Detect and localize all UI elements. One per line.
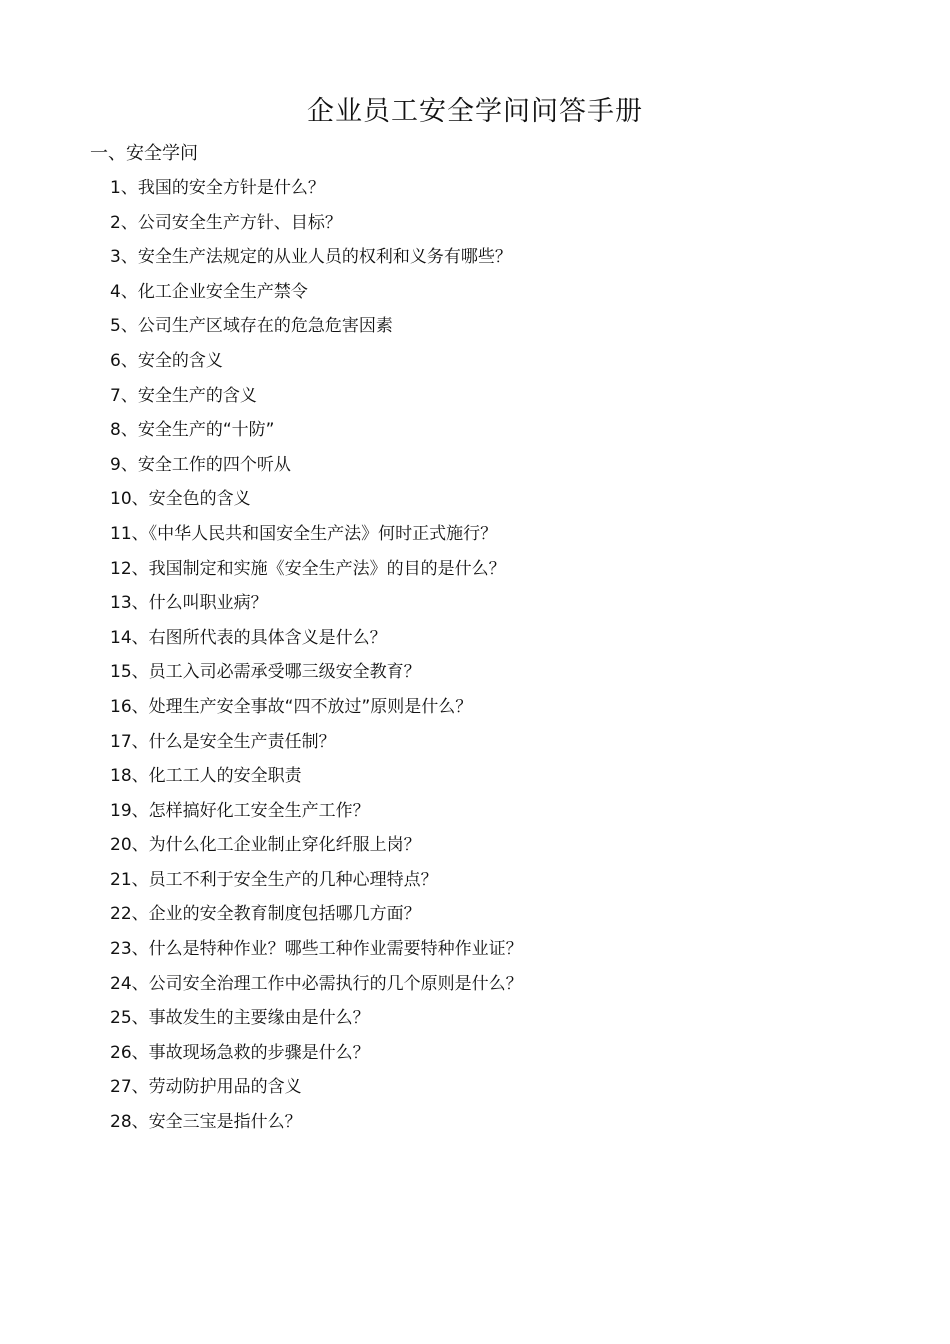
question-item: 22、企业的安全教育制度包括哪几方面？ [110,904,421,925]
question-item: 3、安全生产法规定的从业人员的权利和义务有哪些？ [110,247,512,268]
question-item: 28、安全三宝是指什么？ [110,1112,302,1133]
question-item: 17、什么是安全生产责任制？ [110,731,336,752]
question-item: 12、我国制定和实施《安全生产法》的目的是什么？ [110,558,506,579]
question-item: 7、安全生产的含义 [110,385,257,406]
question-item: 13、什么叫职业病？ [110,593,268,614]
question-list [110,173,523,1142]
question-item: 9、安全工作的四个听从 [110,454,291,475]
question-item: 26、事故现场急救的步骤是什么？ [110,1042,370,1063]
question-item: 19、怎样搞好化工安全生产工作？ [110,800,370,821]
question-item: 2、公司安全生产方针、目标？ [110,212,342,233]
question-item: 11、《中华人民共和国安全生产法》何时正式施行？ [110,523,498,544]
question-item: 24、公司安全治理工作中必需执行的几个原则是什么？ [110,973,523,994]
question-item: 1、我国的安全方针是什么？ [110,178,325,198]
question-item: 18、化工工人的安全职责 [110,766,302,787]
section-heading: 一、安全学问 [90,143,198,164]
question-item: 27、劳动防护用品的含义 [110,1077,302,1098]
question-item: 23、什么是特种作业？哪些工种作业需要特种作业证？ [110,939,523,960]
question-item: 6、安全的含义 [110,350,223,371]
question-item: 8、安全生产的“十防” [110,420,275,441]
question-item: 16、处理生产安全事故“四不放过”原则是什么？ [110,696,473,717]
question-item: 25、事故发生的主要缘由是什么？ [110,1008,370,1029]
question-item: 4、化工企业安全生产禁令 [110,281,308,302]
question-item: 15、员工入司必需承受哪三级安全教育？ [110,662,421,683]
question-item: 20、为什么化工企业制止穿化纤服上岗？ [110,835,421,856]
question-item: 14、右图所代表的具体含义是什么？ [110,627,387,648]
question-item: 5、公司生产区域存在的危急危害因素 [110,316,393,337]
question-item: 10、安全色的含义 [110,489,251,510]
question-item: 21、员工不利于安全生产的几种心理特点？ [110,869,438,890]
document-title: 企业员工安全学问问答手册 [307,96,643,127]
